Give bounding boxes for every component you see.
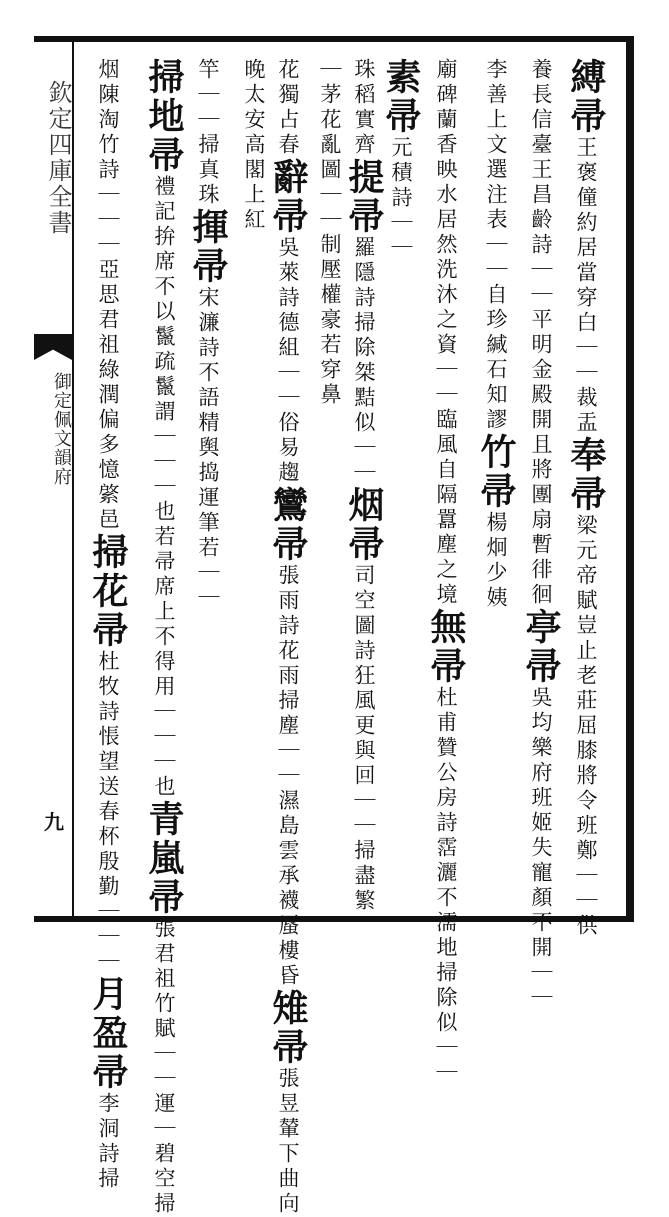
headword: 揮帚 <box>187 208 229 286</box>
annotation-text: 廟碑蘭香映水居然洗沐之資｜｜臨風自隔囂塵之境 <box>434 58 458 608</box>
annotation-text: 張雨詩花雨掃塵｜｜濕島雲承襪蜃樓昏 <box>276 564 300 989</box>
text-column-9 <box>224 58 268 910</box>
annotation-text: 杜牧詩悵望送春杯殷勤｜｜｜ <box>96 650 120 975</box>
headword: 雉帚 <box>267 989 309 1067</box>
headword: 月盈帚 <box>87 975 129 1092</box>
annotation-text: 珠稻實齊 <box>352 58 376 158</box>
annotation-text: 禮記拚席不以鬣疏鬣謂｜｜｜也若帚席上不得用｜｜｜也 <box>152 175 176 800</box>
annotation-text: 元積詩｜｜ <box>389 136 413 261</box>
annotation-text: 吳萊詩德組｜｜俗易趨 <box>276 236 300 486</box>
text-column-6 <box>338 58 385 914</box>
annotation-text: 司空圖詩狂風更與回｜｜掃盡繁 <box>352 564 376 914</box>
headword: 掃地帚 <box>143 58 185 175</box>
headword: 亭帚 <box>520 608 562 686</box>
annotation-text: 花獨占春 <box>276 58 300 158</box>
headword: 烟帚 <box>343 486 385 564</box>
annotation-text: 杜甫贊公房詩霑灑不濡地掃除似｜｜ <box>434 686 458 1086</box>
annotation-text: 楊炯少姨 <box>484 511 508 611</box>
annotation-text: 張君祖竹賦｜｜運｜碧空掃 <box>152 917 176 1217</box>
annotation-text: 李洞詩掃 <box>96 1092 120 1192</box>
headword: 鸞帚 <box>267 486 309 564</box>
annotation-text: 羅隱詩掃除桀黠似｜｜ <box>352 236 376 486</box>
annotation-text: 吳均樂府班姬失寵顏不開｜｜ <box>529 686 553 1011</box>
book-title: 御定佩文韻府 <box>51 372 72 486</box>
headword: 縛帚 <box>565 58 607 136</box>
page-number: 九 <box>44 810 64 834</box>
annotation-text: 宋濂詩不語精舆捣運筆若｜｜ <box>196 286 220 611</box>
collection-title: 欽定四庫全書 <box>44 80 72 236</box>
page-margin-column <box>34 42 74 916</box>
headword: 無帚 <box>425 608 467 686</box>
headword: 辭帚 <box>267 158 309 236</box>
annotation-text: 烟陳淘竹詩｜｜｜亞思君祖綠潤偏多憶綮邑 <box>96 58 120 533</box>
headword: 掃花帚 <box>87 533 129 650</box>
annotation-text: ｜茅花亂圖｜｜制壓權豪若穿鼻 <box>318 58 342 408</box>
headword: 奉帚 <box>565 436 607 514</box>
text-column-8 <box>262 58 309 1217</box>
annotation-text: 晚太安高閣上紅 <box>242 58 266 233</box>
annotation-text: 竿｜｜掃真珠 <box>196 58 220 208</box>
text-column-1 <box>560 58 607 939</box>
text-column-3 <box>470 58 517 910</box>
headword: 青嵐帚 <box>143 800 185 917</box>
annotation-text: 李善上文選注表｜｜自珍緘石知謬 <box>484 58 508 433</box>
annotation-text: 張昱輦下曲向 <box>276 1067 300 1217</box>
annotation-text: 王褒僮約居當穿白｜｜裁盂 <box>574 136 598 436</box>
annotation-text: 梁元帝賦豈止老莊屈膝將令班鄭｜｜供 <box>574 514 598 939</box>
text-column-11 <box>138 58 185 1217</box>
text-column-2 <box>515 58 562 1011</box>
fishtail-mark-icon <box>34 334 72 360</box>
text-column-12 <box>82 58 129 1192</box>
headword: 素帚 <box>380 58 422 136</box>
headword: 提帚 <box>343 158 385 236</box>
annotation-text: 養長信臺王昌齡詩｜｜平明金殿開且將團扇暫徘徊 <box>529 58 553 608</box>
text-column-4 <box>420 58 467 1086</box>
text-column-10 <box>182 58 229 910</box>
headword: 竹帚 <box>475 433 517 511</box>
